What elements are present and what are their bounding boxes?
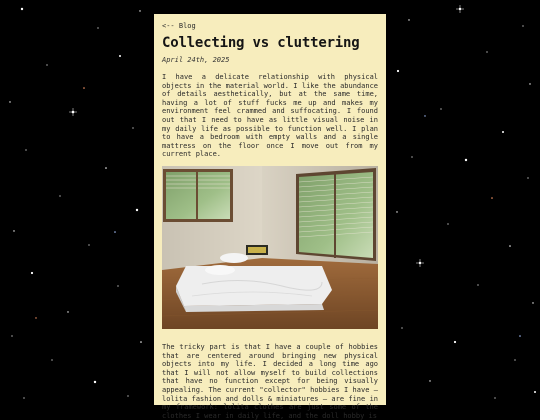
back-to-blog-link[interactable]: <-- Blog — [162, 22, 196, 30]
post-title: Collecting vs cluttering — [162, 35, 360, 51]
post-paragraph: I have a delicate relationship with physical objects in the material world. I like the abundance of details aesthetically, but at the same time, having a lot of stuff fucks me up and makes my environment feel crammed and suffocating. I found out that I need to have as little visual noise in my daily life as possible to function well. I plan to have a bedroom with empty walls and a single mattress on the floor once I move out from my current place. — [162, 73, 378, 159]
post-date: April 24th, 2025 — [162, 56, 230, 64]
minimalist-bedroom-photo — [162, 166, 378, 329]
blog-post-column — [154, 14, 386, 420]
post-paragraph: The tricky part is that I have a couple of hobbies that are centered around bringing new physical objects into my life. I decided a long time ago that I will not allow myself to build collections that have no function except for being visually appealing. The current "collector" hobbies I have — lolita fashion and dolls & miniatures — are fine in my framework: lolita clothes are just some of the clothes I wear in daily life, and the doll hobby is — [162, 342, 378, 420]
